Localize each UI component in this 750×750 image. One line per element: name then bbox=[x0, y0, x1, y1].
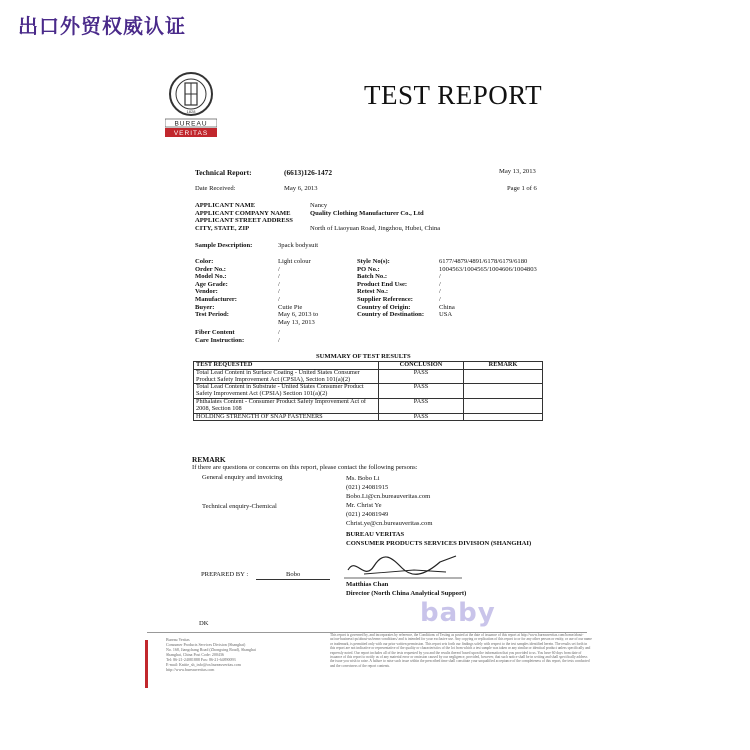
prepared-underline bbox=[256, 579, 330, 580]
field-value: / bbox=[278, 288, 280, 296]
field-label: Country of Destination: bbox=[357, 311, 425, 319]
field-label bbox=[195, 319, 244, 327]
col-header: REMARK bbox=[464, 362, 543, 370]
report-date: May 13, 2013 bbox=[499, 168, 536, 175]
field-label: PO No.: bbox=[357, 265, 380, 273]
field-label: Country of Origin: bbox=[357, 303, 411, 311]
general-label: General enquiry and invoicing bbox=[202, 474, 283, 481]
field-value: May 13, 2013 bbox=[278, 318, 315, 326]
applicant-labels bbox=[195, 202, 293, 232]
applicant-values bbox=[310, 202, 440, 232]
field-label: Vendor: bbox=[195, 288, 218, 296]
field-value: 1004563/1004565/1004606/1004803 bbox=[439, 265, 537, 273]
field-value: / bbox=[278, 329, 280, 337]
sample-label: Sample Description: bbox=[195, 242, 253, 249]
watermark: baby bbox=[420, 598, 496, 628]
conclusion-cell: PASS bbox=[379, 369, 464, 384]
table-row bbox=[194, 398, 543, 413]
address-line: E-mail: Knitie_sh_info@cn.bureauveritas.com bbox=[166, 662, 241, 667]
address-line: No. 168, Jiangchang Road (Zhongxing Road), Shanghai bbox=[166, 647, 256, 652]
company-block bbox=[346, 530, 531, 548]
footer-disclaimer: This report is governed by, and incorporates by reference, the Conditions of Testing as posted at the date of issuance of this report at http://www.bureauveritas.com/home/about-us/our-business/cps/about-us/terms-conditions/ and is intended for your exclusive use. Any copying or replication of this report to or for any other person or entity, or use of our name or trademark, is permitted only with our prior written permission. This report sets forth our findings solely with respect to the test samples identified herein. The results set forth in this report are not indicative or representative of the quality or characteristics of the lot from which a test sample was taken or any similar or identical product unless specifically and expressly noted. Our report includes all of the tests requested by you and the results thereof based upon the information that you provided to us. You have 60 days from date of issuance of this report to notify us of any material error or omission caused by our negligence, provided, however, that such notice shall be in writing and shall specifically address the issue you wish to raise. A failure to raise such issue within the prescribed time shall constitute your unqualified acceptance of the completeness of this report, the tests conducted and the correctness of the report contents. bbox=[330, 633, 592, 668]
conclusion-cell: PASS bbox=[379, 384, 464, 399]
contact-line: Mr. Christ Ye bbox=[346, 502, 382, 509]
field-value: / bbox=[439, 273, 441, 281]
field-label: Style No(s): bbox=[357, 258, 390, 265]
summary-title: SUMMARY OF TEST RESULTS bbox=[316, 353, 411, 360]
field-label: Supplier Reference: bbox=[357, 295, 413, 303]
contact-email: Christ.ye@cn.bureauveritas.com bbox=[346, 520, 433, 527]
contact-line: (021) 24081915 bbox=[346, 484, 389, 491]
field-value: / bbox=[278, 265, 280, 273]
test-cell: Phthalates Content - Consumer Product Safety Improvement Act of 2008, Section 108 bbox=[194, 398, 379, 413]
remark-intro: If there are questions or concerns on this report, please contact the following persons: bbox=[192, 464, 418, 471]
summary-table bbox=[193, 361, 543, 421]
remark-cell bbox=[464, 413, 543, 421]
test-cell: Total Lead Content in Surface Coating - United States Consumer Product Safety Improvement Act (CPSIA), Section 101(a)(2) bbox=[194, 369, 379, 384]
field-label: Buyer: bbox=[195, 303, 215, 311]
field-value: / bbox=[278, 273, 280, 281]
applicant-value: Nancy bbox=[310, 202, 328, 209]
contact-line: Ms. Bobo Li bbox=[346, 475, 380, 482]
field-label: Order No.: bbox=[195, 265, 227, 273]
applicant-label: APPLICANT STREET ADDRESS bbox=[195, 217, 293, 225]
conclusion-cell: PASS bbox=[379, 413, 464, 421]
field-value: / bbox=[439, 280, 441, 288]
remark-cell bbox=[464, 398, 543, 413]
report-title: TEST REPORT bbox=[364, 80, 543, 110]
field-label: Product End Use: bbox=[357, 280, 408, 288]
logo-band1: BUREAU bbox=[174, 120, 208, 128]
prepared-value: Bobo bbox=[286, 571, 301, 578]
address-line: Consumer Products Services Division (Shanghai) bbox=[166, 642, 246, 647]
field-label: Age Grade: bbox=[195, 280, 228, 288]
received-label: Date Received: bbox=[195, 185, 236, 192]
field-label: Batch No.: bbox=[357, 273, 388, 281]
field-value: China bbox=[439, 303, 455, 311]
technical-label: Technical enquiry-Chemical bbox=[202, 503, 277, 510]
right-fields bbox=[357, 258, 424, 319]
signer-title: Director (North China Analytical Support) bbox=[346, 590, 467, 597]
company-division: CONSUMER PRODUCTS SERVICES DIVISION (SHANGHAI) bbox=[346, 540, 532, 547]
address-line: Bureau Veritas bbox=[166, 637, 190, 642]
table-row bbox=[194, 369, 543, 384]
field-value: / bbox=[439, 295, 441, 303]
field-label: Test Period: bbox=[195, 311, 230, 319]
address-line: http://www.bureauveritas.com bbox=[166, 667, 215, 672]
field-value: Cutie Pie bbox=[278, 303, 303, 311]
technical-contact bbox=[346, 501, 432, 528]
remark-cell bbox=[464, 384, 543, 399]
address-line: Shanghai, China Post Code: 200436 bbox=[166, 652, 224, 657]
signer-name: Matthias Chan bbox=[346, 581, 389, 588]
applicant-label: APPLICANT NAME bbox=[195, 202, 256, 209]
received-value: May 6, 2013 bbox=[284, 185, 318, 192]
field-label: Retest No.: bbox=[357, 288, 389, 296]
sample-value: 3pack bodysuit bbox=[278, 242, 319, 249]
contact-line: (021) 24081949 bbox=[346, 511, 389, 518]
remark-heading: REMARK bbox=[192, 455, 226, 464]
left-fields bbox=[195, 258, 244, 345]
logo-band2: VERITAS bbox=[173, 130, 209, 137]
initials: DK bbox=[199, 620, 209, 627]
field-label: Model No.: bbox=[195, 273, 227, 281]
footer-address bbox=[166, 637, 316, 672]
field-value: / bbox=[439, 288, 441, 296]
conclusion-cell: PASS bbox=[379, 398, 464, 413]
tr-label: Technical Report: bbox=[195, 168, 252, 177]
right-values bbox=[439, 258, 537, 319]
test-cell: HOLDING STRENGTH OF SNAP FASTENERS bbox=[194, 413, 379, 421]
field-value: / bbox=[278, 336, 280, 344]
applicant-label: APPLICANT COMPANY NAME bbox=[195, 209, 291, 217]
field-label: Care Instruction: bbox=[195, 336, 245, 344]
banner-title: 出口外贸权威认证 bbox=[18, 14, 186, 38]
table-row bbox=[194, 384, 543, 399]
prepared-label: PREPARED BY : bbox=[201, 571, 249, 578]
footer-accent-bar bbox=[145, 640, 148, 688]
field-value: USA bbox=[439, 311, 453, 319]
test-cell: Total Lead Content in Substrate - United States Consumer Product Safety Improvement Act (CPSIA) Section 101(a)(2) bbox=[194, 384, 379, 399]
field-label: Manufacturer: bbox=[195, 295, 237, 303]
field-value: / bbox=[278, 280, 280, 288]
signer-block bbox=[346, 580, 466, 598]
company-name: BUREAU VERITAS bbox=[346, 531, 405, 538]
applicant-value: Quality Clothing Manufacturer Co., Ltd bbox=[310, 209, 424, 217]
applicant-value bbox=[310, 217, 440, 225]
field-label: Fiber Content bbox=[195, 329, 235, 337]
contact-email: Bobo.Li@cn.bureauveritas.com bbox=[346, 493, 431, 500]
remark-cell bbox=[464, 369, 543, 384]
logo-year: 1828 bbox=[186, 109, 196, 114]
general-contact bbox=[346, 474, 430, 501]
field-label: Color: bbox=[195, 258, 214, 265]
col-header: CONCLUSION bbox=[379, 362, 464, 370]
page-number: Page 1 of 6 bbox=[507, 185, 537, 192]
left-values bbox=[278, 258, 318, 345]
tr-value: (6613)126-1472 bbox=[284, 168, 333, 177]
table-row bbox=[194, 413, 543, 421]
field-value: May 6, 2013 to bbox=[278, 311, 319, 319]
applicant-label: CITY, STATE, ZIP bbox=[195, 224, 250, 232]
field-value: / bbox=[278, 295, 280, 303]
applicant-value: North of Liaoyuan Road, Jingzhou, Hubei, China bbox=[310, 224, 441, 232]
col-header: TEST REQUESTED bbox=[194, 362, 379, 370]
bureau-veritas-logo bbox=[165, 70, 217, 138]
field-value: 6177/4879/4891/6178/6179/6180 bbox=[439, 258, 528, 265]
field-value: Light colour bbox=[278, 258, 311, 265]
address-line: Tel: 86-21-24081888 Fax: 86-21-64890093 bbox=[166, 657, 236, 662]
